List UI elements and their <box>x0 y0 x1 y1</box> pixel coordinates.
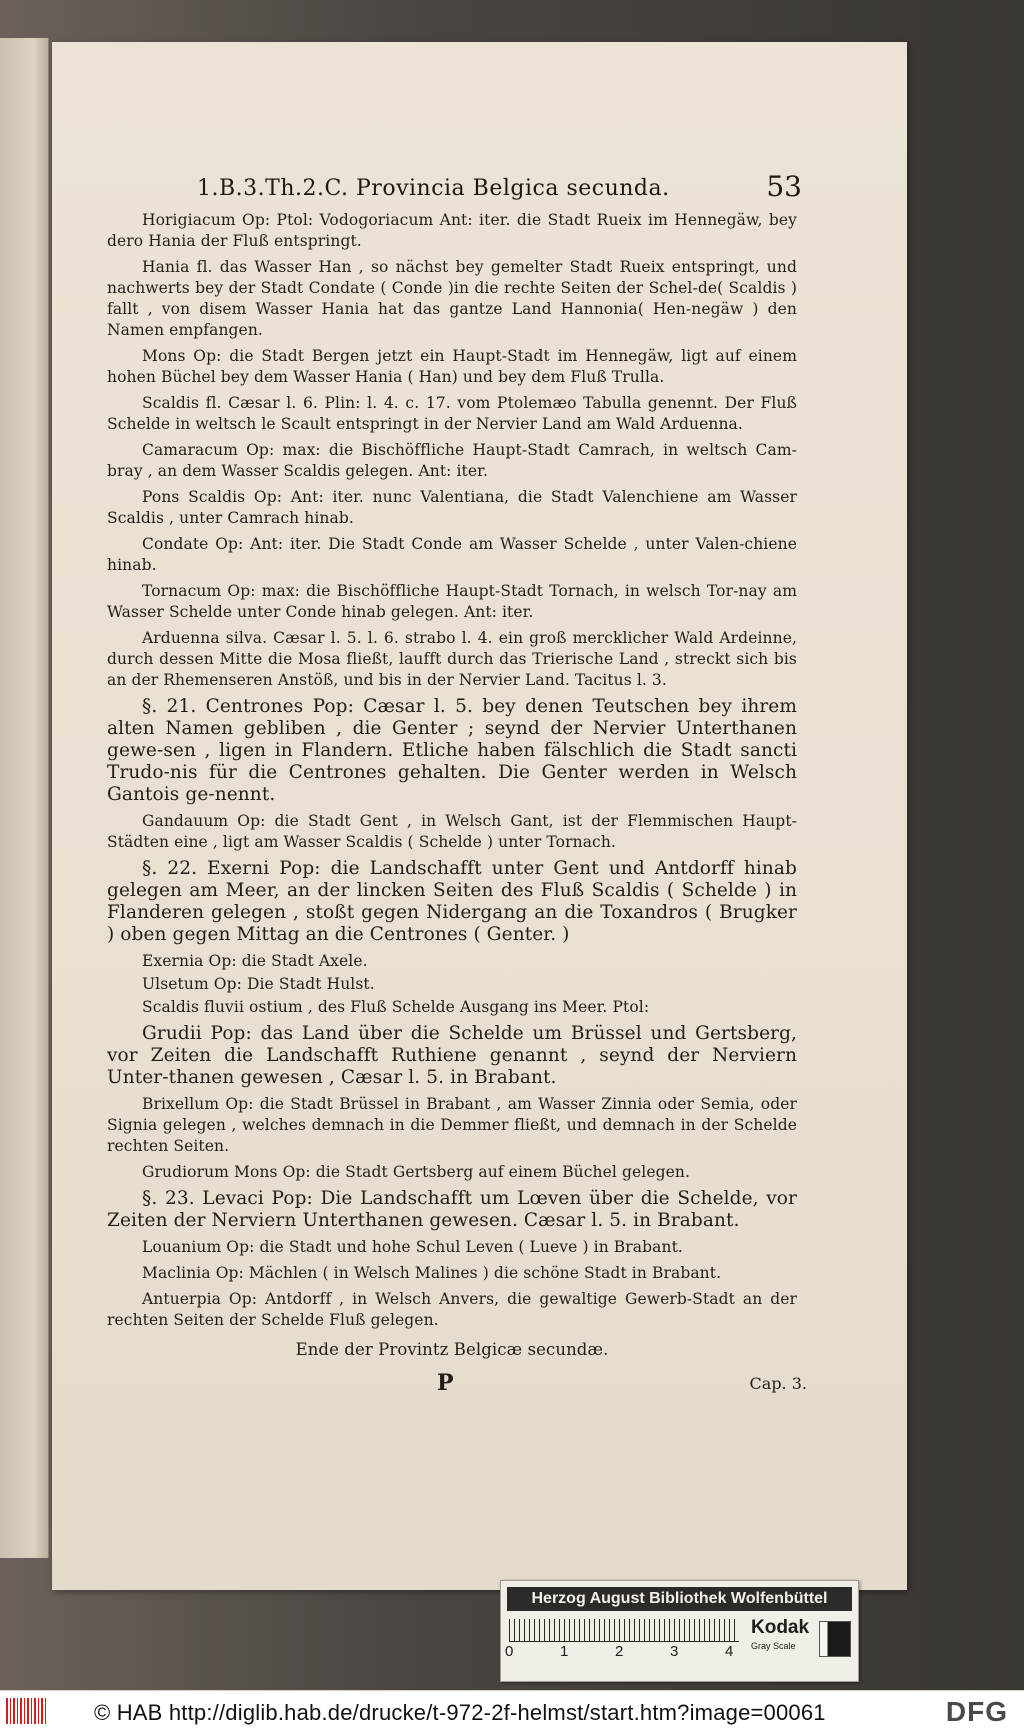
paragraph: Condate Op: Ant: iter. Die Stadt Conde am Wasser Schelde , unter Valen-chiene hinab. <box>107 535 797 574</box>
paragraph: Louanium Op: die Stadt und hohe Schul Leven ( Lueve ) in Brabant. <box>142 1238 683 1256</box>
gray-swatch <box>819 1621 851 1657</box>
signature-mark: P <box>437 1370 454 1396</box>
ruler-number: 3 <box>670 1643 679 1660</box>
paragraph: Tornacum Op: max: die Bischöffliche Haupt-Stadt Tornach, in welsch Tor-nay am Wasser Schelde unter Conde hinab gelegen. Ant: iter. <box>107 582 797 621</box>
ruler-number: 2 <box>615 1643 624 1660</box>
paragraph: Gandauum Op: die Stadt Gent , in Welsch Gant, ist der Flemmischen Haupt-Städten eine , ligt am Wasser Scaldis ( Schelde ) unter Tornach. <box>107 812 797 851</box>
paragraph: §. 22. Exerni Pop: die Landschafft unter Gent und Antdorff hinab gelegen am Meer, an der lincken Seiten des Fluß Scaldis ( Schelde ) in Flanderen gelegen , stoßt gegen Nidergang an die Toxandros ( Brugker ) oben gegen Mittag an die Centrones ( Genter. ) <box>107 858 797 945</box>
paragraph: Grudii Pop: das Land über die Schelde um Brüssel und Gertsberg, vor Zeiten die Landschafft Ruthiene genannt , seynd der Nerviern Unter-thanen gewesen , Cæsar l. 5. in Brabant. <box>107 1023 797 1088</box>
color-calibration-bar <box>500 1580 859 1682</box>
ruler-number: 0 <box>505 1643 514 1660</box>
facing-page-edge <box>0 38 49 1558</box>
source-link[interactable]: © HAB http://diglib.hab.de/drucke/t-972-2f-helmst/start.htm?image=00061 <box>94 1700 826 1725</box>
library-name: Herzog August Bibliothek Wolfenbüttel <box>507 1587 852 1611</box>
paragraph-list <box>107 210 797 1331</box>
ruler-number: 4 <box>725 1643 734 1660</box>
paragraph: Mons Op: die Stadt Bergen jetzt ein Haupt-Stadt im Hennegäw, ligt auf einem hohen Büchel bey dem Wasser Hania ( Han) und bey dem Fluß Trulla. <box>107 347 797 386</box>
section-closing: Ende der Provintz Belgicæ secundæ. <box>295 1340 609 1359</box>
running-head-title: 1.B.3.Th.2.C. Provincia Belgica secunda. <box>197 176 670 201</box>
paragraph: Arduenna silva. Cæsar l. 5. l. 6. strabo l. 4. ein groß mercklicher Wald Ardeinne, durch dessen Mitte die Mosa fließt, laufft durch das Trierische Land , streckt sich bis an der Rhemenseren Anstöß, und bis in der Nervier Land. Tacitus l. 3. <box>107 629 797 689</box>
gray-scale-label: Gray Scale <box>751 1641 796 1651</box>
page-text-block <box>107 170 807 1400</box>
page-number: 53 <box>766 170 802 203</box>
viewer-footer <box>0 1690 1024 1731</box>
book-page <box>52 42 907 1590</box>
scale-ruler <box>509 1619 739 1642</box>
paragraph: Pons Scaldis Op: Ant: iter. nunc Valentiana, die Stadt Valenchiene am Wasser Scaldis , unter Camrach hinab. <box>107 488 797 527</box>
kodak-logo: Kodak <box>751 1617 810 1638</box>
paragraph: Hania fl. das Wasser Han , so nächst bey gemelter Stadt Rueix entspringt, und nachwerts bey der Stadt Condate ( Conde )in die rechte Seiten der Schel-de( Scaldis ) fallt , von disem Wasser Hania hat das gantze Land Hannonia( Hen-negäw ) den Namen empfangen. <box>107 258 797 339</box>
paragraph: Ulsetum Op: Die Stadt Hulst. <box>142 975 375 993</box>
paragraph: Horigiacum Op: Ptol: Vodogoriacum Ant: iter. die Stadt Rueix im Hennegäw, bey dero Hania der Fluß entspringt. <box>107 211 797 250</box>
dfg-logo: DFG <box>945 1696 1008 1727</box>
ruler-number: 1 <box>560 1643 569 1660</box>
page-foot <box>107 1370 807 1400</box>
paragraph: Grudiorum Mons Op: die Stadt Gertsberg auf einem Büchel gelegen. <box>142 1163 691 1181</box>
paragraph: Scaldis fl. Cæsar l. 6. Plin: l. 4. c. 17. vom Ptolemæo Tabulla genennt. Der Fluß Schelde in weltsch le Scault entspringt in der Nervier Land am Wald Arduenna. <box>107 394 797 433</box>
paragraph: Scaldis fluvii ostium , des Fluß Schelde Ausgang ins Meer. Ptol: <box>142 998 650 1016</box>
paragraph: Antuerpia Op: Antdorff , in Welsch Anvers, die gewaltige Gewerb-Stadt an der rechten Seiten der Schelde Fluß gelegen. <box>107 1290 797 1329</box>
catchword: Cap. 3. <box>749 1374 807 1393</box>
ruler-numbers <box>501 1643 746 1663</box>
paragraph: §. 23. Levaci Pop: Die Landschafft um Lœven über die Schelde, vor Zeiten der Nerviern Unterthanen gewesen. Cæsar l. 5. in Brabant. <box>107 1188 797 1231</box>
running-head <box>107 170 802 210</box>
paragraph: Maclinia Op: Mächlen ( in Welsch Malines ) die schöne Stadt in Brabant. <box>142 1264 722 1282</box>
hab-barcode-icon <box>6 1698 46 1724</box>
paragraph: Exernia Op: die Stadt Axele. <box>142 952 368 970</box>
paragraph: Camaracum Op: max: die Bischöffliche Haupt-Stadt Camrach, in weltsch Cam-bray , an dem Wasser Scaldis gelegen. Ant: iter. <box>107 441 797 480</box>
paragraph: Brixellum Op: die Stadt Brüssel in Brabant , am Wasser Zinnia oder Semia, oder Signia gelegen , welches demnach in die Demmer fließt, und demnach in der Schelde rechten Seiten. <box>107 1095 797 1155</box>
paragraph: §. 21. Centrones Pop: Cæsar l. 5. bey denen Teutschen bey ihrem alten Namen gebliben , die Genter ; seynd der Nervier Unterthanen gewe-sen , ligen in Flandern. Etliche haben fälschlich die Stadt sancti Trudo-nis für die Centrones gehalten. Die Genter werden in Welsch Gantois ge-nennt. <box>107 696 797 805</box>
